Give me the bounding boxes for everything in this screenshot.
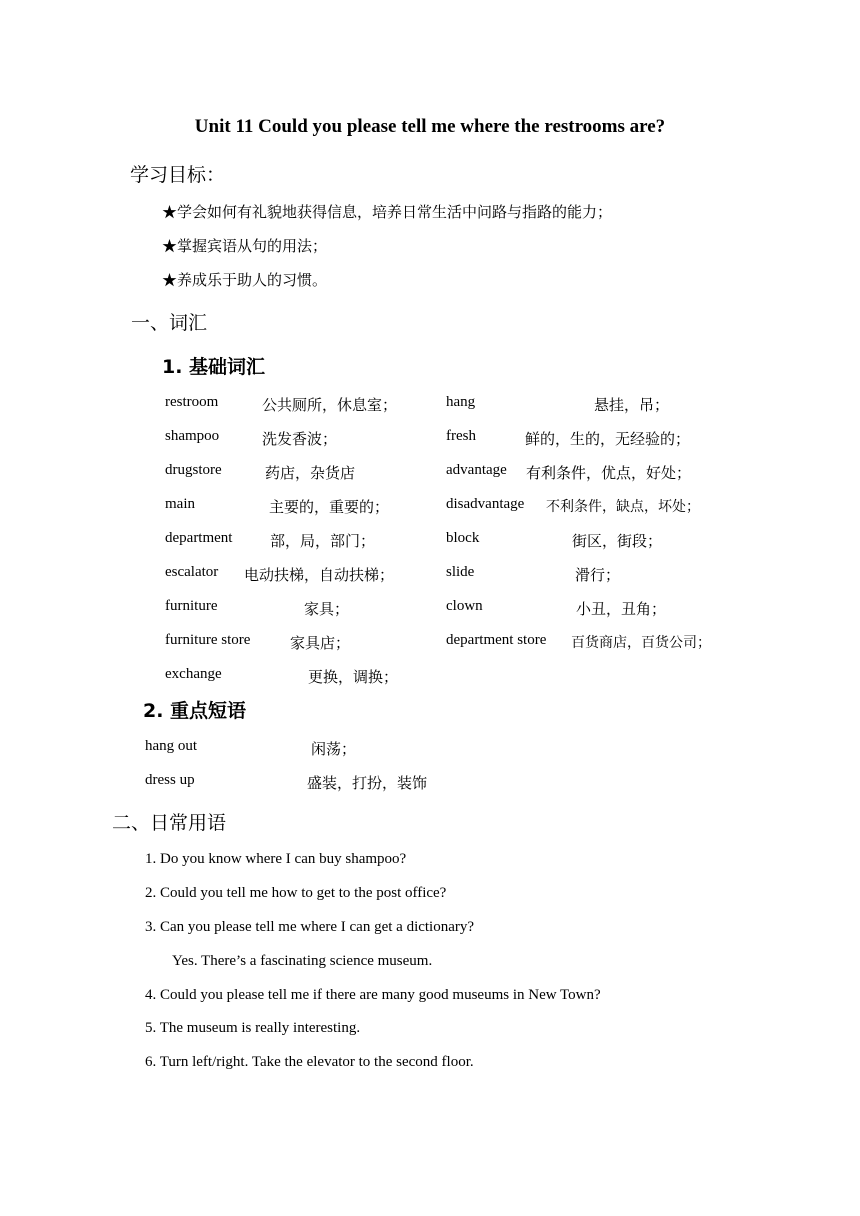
objective-item: ★掌握宾语从句的用法； <box>162 237 328 255</box>
vocab-meaning: 悬挂，吊； <box>594 396 670 414</box>
vocab-meaning: 家具； <box>304 600 350 618</box>
vocab-meaning: 电动扶梯，自动扶梯； <box>244 566 395 584</box>
expression-line: 4. Could you please tell me if there are many good museums in New Town? <box>145 987 601 1003</box>
section-heading-daily-expressions: 二、日常用语 <box>112 812 227 834</box>
vocab-meaning: 街区，街段； <box>572 532 663 550</box>
section-heading-vocabulary: 一、词汇 <box>131 312 208 334</box>
objectives-heading: 学习目标： <box>130 164 226 186</box>
vocab-meaning: 药店，杂货店 <box>265 464 356 482</box>
vocab-meaning: 不利条件，缺点，坏处； <box>546 499 700 515</box>
vocab-meaning: 洗发香波； <box>262 430 338 448</box>
vocab-word: furniture <box>165 598 218 614</box>
phrase: hang out <box>145 738 198 754</box>
page-title: Unit 11 Could you please tell me where the restrooms are? <box>194 116 666 137</box>
vocab-word: fresh <box>446 428 476 444</box>
vocab-word: department <box>165 530 233 546</box>
vocab-meaning: 鲜的，生的，无经验的； <box>525 430 691 448</box>
expression-line: 2. Could you tell me how to get to the post office? <box>145 885 447 901</box>
vocab-word: clown <box>446 598 483 614</box>
vocab-meaning: 百货商店，百货公司； <box>571 635 711 651</box>
expression-line: 5. The museum is really interesting. <box>145 1020 361 1036</box>
vocab-word: hang <box>446 394 476 410</box>
vocab-meaning: 有利条件，优点，好处； <box>526 464 692 482</box>
phrase-meaning: 闲荡； <box>311 740 357 758</box>
subheading-basic-vocabulary: 1. 基础词汇 <box>162 356 266 378</box>
phrase-meaning: 盛装，打扮，装饰 <box>307 774 428 792</box>
phrase: dress up <box>145 772 195 788</box>
vocab-meaning: 公共厕所，休息室； <box>262 396 398 414</box>
vocab-meaning: 家具店； <box>290 634 351 652</box>
vocab-meaning: 主要的，重要的； <box>269 498 390 516</box>
vocab-word: furniture store <box>165 632 251 648</box>
objective-item: ★学会如何有礼貌地获得信息，培养日常生活中问路与指路的能力； <box>162 203 613 221</box>
vocab-word: block <box>446 530 480 546</box>
expression-line: 1. Do you know where I can buy shampoo? <box>145 851 407 867</box>
objective-item: ★养成乐于助人的习惯。 <box>162 271 328 289</box>
expression-line: 3. Can you please tell me where I can get a dictionary? <box>145 919 475 935</box>
vocab-meaning: 部，局，部门； <box>270 532 376 550</box>
vocab-word: escalator <box>165 564 219 580</box>
vocab-word: advantage <box>446 462 507 478</box>
subheading-key-phrases: 2. 重点短语 <box>143 700 247 722</box>
vocab-meaning: 滑行； <box>575 566 621 584</box>
vocab-word: disadvantage <box>446 496 525 512</box>
vocab-word: exchange <box>165 666 222 682</box>
expression-line: Yes. There’s a fascinating science museum. <box>172 953 433 969</box>
vocab-word: main <box>165 496 195 512</box>
vocab-word: shampoo <box>165 428 220 444</box>
vocab-meaning: 小丑，丑角； <box>576 600 667 618</box>
vocab-word: restroom <box>165 394 219 410</box>
vocab-word: drugstore <box>165 462 222 478</box>
vocab-word: slide <box>446 564 475 580</box>
vocab-word: department store <box>446 632 547 648</box>
expression-line: 6. Turn left/right. Take the elevator to the second floor. <box>145 1054 474 1070</box>
vocab-meaning: 更换，调换； <box>308 668 399 686</box>
